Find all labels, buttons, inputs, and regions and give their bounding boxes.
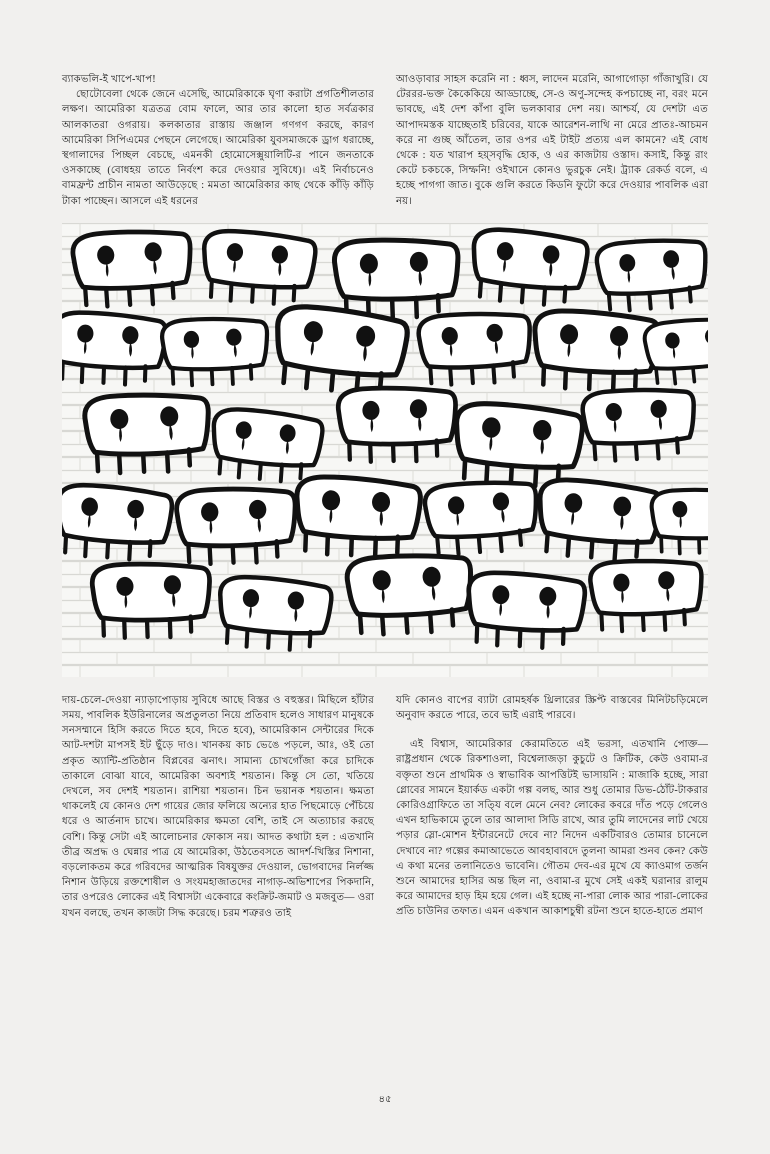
graffiti-photo: [62, 223, 708, 677]
paragraph: ব্যাকভলি-ই খাপে-খাপ!: [62, 74, 156, 85]
bottom-right-column: [396, 693, 708, 921]
top-left-column: [62, 72, 374, 209]
paragraph: আওড়াবার সাহস করেনি না : ধ্বস, লাদেন মরেনি, আগাগোড়া গাঁজাখুরি। যে টেররর-ভক্ত কৈকেকিয়ে আড্ডাচ্ছে, সে-ও অণু-সন্দেহ কপচাচ্ছে না, বরং মনে ভাবছে, এই দেশ কাঁপা বুলি ভলকাবার দেশ নয়। আশ্চর্য, যে দেশটা এত আপাদমস্তক যাচ্ছেতাই চরিবের, যাকে আরেশন-লাথি না মেরে প্রাতঃ-আচমন করে না গুচ্ছ আঁতেল, তার ওপর এই টাইট প্রত্যয় এল কামনে? এই বোধ থেকে : যত খারাপ হয়্সবৃদ্ধি হোক, ও এর কাজটায় ওস্তাদ। কসাই, কিন্তু রাং কেটে চকচকে, সিম্ফনি! ওইখানে কোনও ভুরচুক নেই। ট্র্যাক রেকর্ড বলে, এ হচ্ছে পাগগা জাত। বুকে গুলি করতে কিডনি ফুটো করে দেওয়ার পাবলিক এরা নয়।: [396, 74, 708, 207]
top-right-column: [396, 72, 708, 209]
paragraph: এই বিশ্বাস, আমেরিকার কেরামতিতে এই ভরসা, এতখানি পোক্ত—রাষ্ট্রপ্রধান থেকে রিকশাওলা, বিশ্বেলাজড়া কুচুটে ও ক্রিটিক, কেউ ওবামা-র বক্তৃতা শুনে প্রাথমিক ও স্বাভাবিক আপত্তিটই ভাসায়নি : মাজাকি হচ্ছে, সারা গ্লোবের সামনে ইয়ার্কড একটা গল্প বলছ, আর শুধু তোমার ডিভ-ঠোঁট-টাকরার কোরিওগ্রাফিতে তা সতি্য বলে মেনে নেব? লোকের কবরে দাঁত পড়ে গেলেও এখন হাভিকামে তুলে তার আলাদা সিডি রাখে, আর তুমি লাদেনের লাট খেয়ে পড়ার স্লো-মোশন ইন্টারনেটে দেবে না? নিদেন একটিবারও তোমার চানেলে দেখাবে না? গল্পের কমাআভেতে আবহাবাবদে তুলনা আমরা শুনব কেন? কেউ এ কথা মনের তলানিতেও ভাবেনি। গৌতম দেব-এর মুখে যে ক্যাওমাগ তর্জন শুনে আমাদের হাসির অন্ত ছিল না, ওবামা-র মুখে সেই একই ঘরানার রালুম করে আমাদের হাড় হিম হয়ে গেল। এই হচ্ছে না-পারা লোক আর পারা-লোকের প্রতি চাউনির তফাত। এমন একখান আকাশচুম্বী রটনা শুনে হাতে-হাতে প্রমাণ: [396, 739, 708, 918]
bottom-left-column: [62, 693, 374, 921]
page-content: [62, 72, 708, 921]
bottom-columns: [62, 693, 708, 921]
top-columns: [62, 72, 708, 209]
paragraph: ছোটোবেলা থেকে জেনে এসেছি, আমেরিকাকে ঘৃণা করাটা প্রগতিশীলতার লক্ষণ। আমেরিকা যত্রতত্র বোম ফালে, আর তার কালো হাত সর্বত্রকার আলকাতরা ওগরায়। কলকাতার রাস্তায় জঞ্জাল গণগণ করছে, কারণ আমেরিকা সিপিএমের পেছনে লেগেছে। আমেরিকা যুবসমাজকে ড্রাগ ধরাচ্ছে, স্থগালাদের পিচ্ছল বেচছে, এমনকী হোমোসেক্সুয়ালিটি-র পানে জনতাকে ওসকাচ্ছে (বোধহয় তাতে নির্বংশ করে দেওয়ার সুবিধে)। এই নির্বাচনেও বামফ্রন্ট প্রাচীন নামতা আউড়েছে : মমতা আমেরিকার কাছ থেকে কাঁড়ি কাঁড়ি টাকা পাচ্ছেন। আসলে এই ধরনের: [62, 89, 374, 207]
graffiti-illustration: [62, 223, 708, 677]
paragraph: দায়-চেলে-দেওয়া ন্যাড়াপোড়ায় সুবিধে আছে বিস্তর ও বহুস্তর। মিছিলে হাঁটার সময়, পাবলিক ইউরিনালের অপ্রতুলতা নিয়ে প্রতিবাদ হলেও সাধারণ মানুষকে সনসম্মানে হিসি করতে দিতে হবে, দিতে হবে), আমেরিকান সেন্টারের দিকে আট-দশটা মাপসই ইট ছুঁড়ে দাও। খানকয় কাচ ভেঙে পড়লে, আঃ, ওই তো প্রকৃত অ্যান্টি-প্রতিষ্ঠান বিপ্লবের ঝনাৎ। সামান্য চোখগোঁজা করে চাদিকে তাকালে বোঝা যাবে, আমেরিকা অবশ্যই শয়তান। কিন্তু সে তো, খতিয়ে দেখলে, সব দেশই শয়তান। রাশিয়া শয়তান। চিন ভয়ানক শয়তান। ক্ষমতা থাকলেই যে কোনও দেশ গায়ের জোর ফলিয়ে অন্যের হাত পিছমোড়ে পেঁচিয়ে ধরে ও আর্তনাদ চাখে। আমেরিকার ক্ষমতা বেশি, তাই সে অত্যাচার করছে বেশি। কিন্তু সেটা এই আলোচনার ফোকাস নয়। আদত কথাটা হল : এতখানি তীব্র অপ্রদ্ধ ও ঘেন্নার পাত্র যে আমেরিকা, উঠতেবসতে আদর্শ-খিস্তির নিশানা, বড়লোকতম করে গরিবদের আত্মরিক বিষযুক্তর দেওয়াল, ভোগবাদের নির্লজ্জ নিশান উড়িয়ে রক্তশোষীল ও সংযমহাজাতদের নাগাড়-অভিশাপের পিকদানি, তার ওপরেও লোকের এই বিশ্বাসটা একেবারে কংক্রিট-জমাট ও মজবুত— ওরা যখন বলছে, তখন কাজটা সিদ্ধ করেছে। চরম শত্রুরও তাই: [62, 694, 374, 919]
page-number: ৪৫: [378, 1094, 392, 1105]
paragraph: যদি কোনও বাপের ব্যাটা রোমহর্ষক থ্রিলারের স্ক্রিপ্ট বাস্তবের মিনিটচড়িমেলে অনুবাদ করতে পারে, তবে ভাই এরাই পারবে।: [396, 694, 708, 722]
